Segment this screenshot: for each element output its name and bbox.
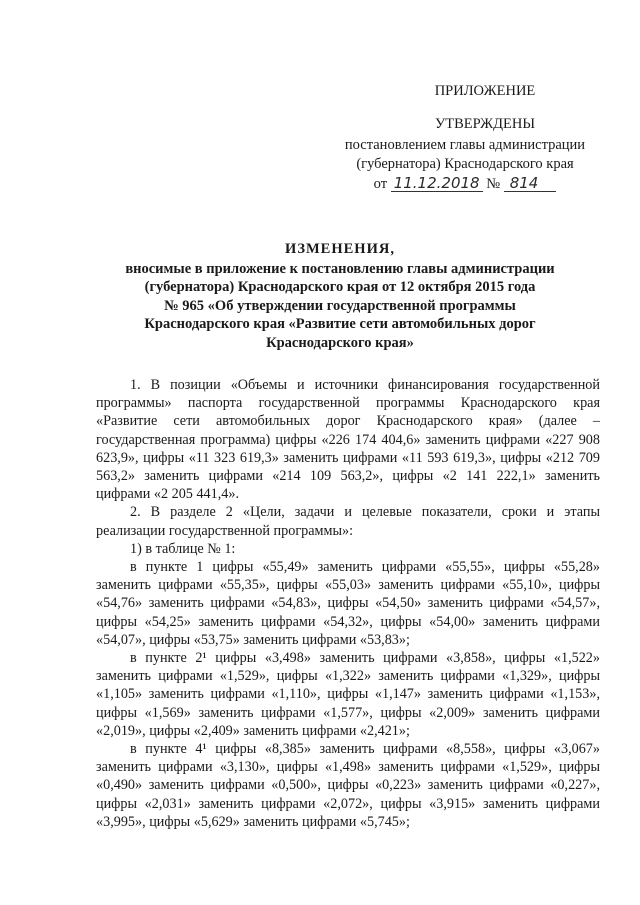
body-paragraph: в пункте 4¹ цифры «8,385» заменить цифрами «8,558», цифры «3,067» заменить цифрами «3,130», цифры «1,498» заменить цифрами «1,529», цифры «0,490» заменить цифрами «0,500», цифры «0,223» заменить цифрами «0,227», цифры «2,031» заменить цифрами «2,072», цифры «3,915» заменить цифрами «3,995», цифры «5,629» заменить цифрами «5,745»; — [96, 741, 600, 830]
title-line: вносимые в приложение к постановлению главы администрации — [125, 260, 555, 277]
document-title — [86, 240, 594, 352]
body-paragraph: 2. В разделе 2 «Цели, задачи и целевые показатели, сроки и этапы реализации государственной программы»: — [96, 504, 600, 539]
handwritten-number: 814 — [504, 175, 557, 192]
appendix-label: ПРИЛОЖЕНИЕ — [434, 83, 536, 99]
body-paragraph: 1) в таблице № 1: — [130, 540, 236, 557]
date-number-line — [330, 175, 600, 194]
approval-line-2: (губернатора) Краснодарского края — [356, 156, 574, 172]
title-line: (губернатора) Краснодарского края от 12 октября 2015 года — [144, 279, 536, 295]
body-paragraph: в пункте 2¹ цифры «3,498» заменить цифрами «3,858», цифры «1,522» заменить цифрами «1,529», цифры «1,322» заменить цифрами «1,329», цифры «1,105» заменить цифрами «1,110», цифры «1,147» заменить цифрами «1,153», цифры «1,569» заменить цифрами «1,577», цифры «2,009» заменить цифрами «2,019», цифры «2,409» заменить цифрами «2,421»; — [96, 650, 600, 739]
title-line: Краснодарского края» — [266, 334, 414, 351]
body-paragraph: 1. В позиции «Объемы и источники финансирования государственной программы» паспорта государственной программы Краснодарского края «Развитие сети автомобильных дорог Краснодарского края» (далее – государственная программа) цифры «226 174 404,6» заменить цифрами «227 908 623,9», цифры «11 323 619,3» заменить цифрами «11 593 619,3», цифры «212 709 563,2» заменить цифрами «214 109 563,2», цифры «2 141 222,1» заменить цифрами «2 205 441,4». — [96, 377, 600, 503]
approved-label: УТВЕРЖДЕНЫ — [434, 116, 536, 132]
from-label: от — [373, 176, 388, 192]
handwritten-date: 11.12.2018 — [391, 175, 483, 192]
number-label: № — [486, 176, 501, 192]
title-line: № 965 «Об утверждении государственной программы — [164, 297, 516, 314]
document-body — [96, 376, 600, 831]
approval-line-1: постановлением главы администрации — [344, 137, 586, 153]
body-paragraph: в пункте 1 цифры «55,49» заменить цифрами «55,55», цифры «55,28» заменить цифрами «55,35», цифры «55,03» заменить цифрами «55,10», цифры «54,76» заменить цифрами «54,83», цифры «54,50» заменить цифрами «54,57», цифры «54,25» заменить цифрами «54,32», цифры «54,00» заменить цифрами «54,07», цифры «53,75» заменить цифрами «53,83»; — [96, 559, 600, 648]
title-line: Краснодарского края «Развитие сети автомобильных дорог — [144, 316, 536, 332]
title-main: ИЗМЕНЕНИЯ, — [285, 241, 395, 257]
approval-header — [330, 82, 600, 194]
